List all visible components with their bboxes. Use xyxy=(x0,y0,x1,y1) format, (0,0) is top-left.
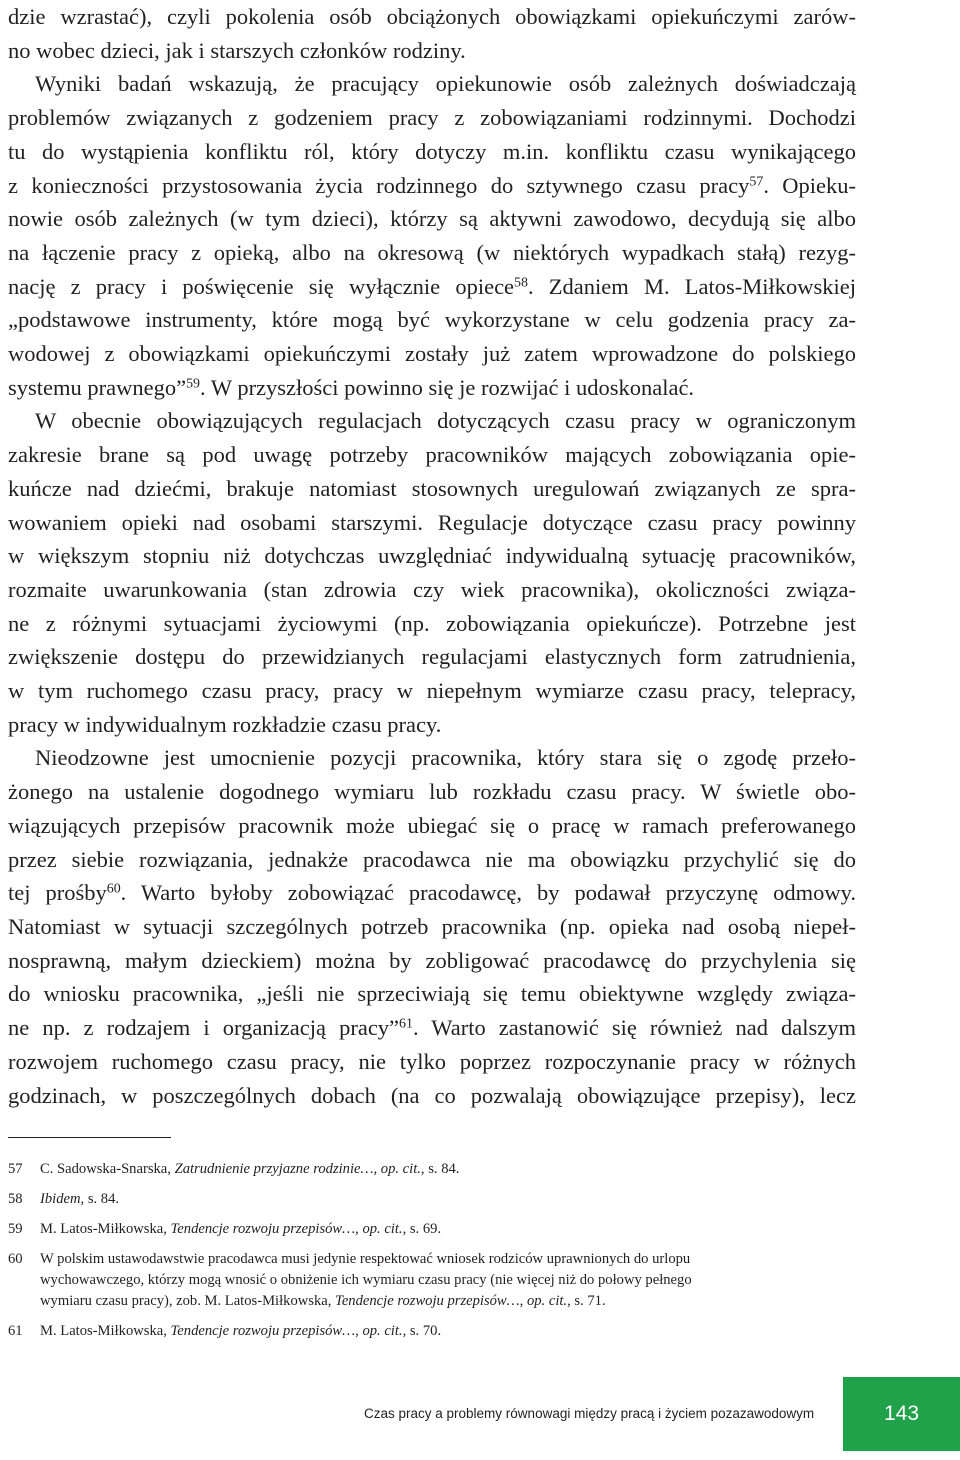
text-line xyxy=(8,1011,856,1045)
citation-abbrev: op. cit. xyxy=(526,1293,568,1310)
text-run: , xyxy=(373,1161,381,1177)
footnote-61 xyxy=(8,1321,828,1342)
footnote-divider xyxy=(8,1137,171,1138)
text-run: , xyxy=(519,1293,527,1310)
text-run: C. Sadowska-Snarska, xyxy=(40,1161,175,1177)
footnote-58 xyxy=(8,1189,828,1210)
text-run: wymiaru czasu pracy), zob. M. Latos-Miłkowska, xyxy=(40,1293,336,1310)
text-line: godzinach, w poszczególnych dobach (na co pozwalają obowiązujące przepisy), lecz xyxy=(8,1082,856,1108)
footnote-text xyxy=(40,1321,828,1342)
text-line: żonego na ustalenie dogodnego wymiaru lub rozkładu czasu pracy. W świetle obo- xyxy=(8,779,856,805)
book-title: Tendencje rozwoju przepisów… xyxy=(335,1293,520,1310)
text-run: , xyxy=(355,1221,363,1237)
footnote-text: wychowawczego, którzy mogą wnosić o obniżenie ich wymiaru czasu pracy (nie więcej niż do połowy pełnego xyxy=(40,1272,692,1289)
footnote-ref-57[interactable]: 57 xyxy=(749,173,764,189)
text-line xyxy=(8,169,856,203)
footnote-ref-59[interactable]: 59 xyxy=(186,376,201,392)
text-run: systemu prawnego” xyxy=(8,374,187,400)
text-line xyxy=(8,371,856,405)
text-line: wodowej z obowiązkami opiekuńczymi zostały już zatem wprowadzone do polskiego xyxy=(8,341,856,367)
footnotes xyxy=(8,1159,828,1351)
footnote-number: 57 xyxy=(8,1161,23,1177)
footnote-number: 60 xyxy=(8,1251,23,1267)
footnote-text xyxy=(40,1219,828,1240)
text-line: kuńcze nad dziećmi, brakuje natomiast stosownych uregulowań związanych ze spra- xyxy=(8,475,856,501)
text-line: ne z różnymi sytuacjami życiowymi (np. zobowiązania opiekuńcze). Potrzebne jest xyxy=(8,610,856,636)
text-run: nację z pracy i poświęcenie się wyłącznie opiece xyxy=(8,273,515,299)
footnote-number: 59 xyxy=(8,1221,23,1237)
footnote-57 xyxy=(8,1159,828,1180)
page-number-badge xyxy=(843,1377,960,1451)
paragraph-start: W obecnie obowiązujących regulacjach dotyczących czasu pracy w ograniczonym xyxy=(35,408,856,434)
book-title: Tendencje rozwoju przepisów… xyxy=(170,1323,356,1340)
text-run: z konieczności przystosowania życia rodzinnego do sztywnego czasu pracy xyxy=(8,172,750,198)
text-run: , s. 69. xyxy=(402,1221,442,1237)
footnote-number: 58 xyxy=(8,1191,23,1207)
text-line xyxy=(8,270,856,304)
text-run: . Warto zastanowić się również nad dalszym xyxy=(412,1015,857,1041)
text-line: na łączenie pracy z opieką, albo na okresową (w niektórych wypadkach stałą) rezyg- xyxy=(8,239,856,265)
text-run: , s. 84. xyxy=(80,1191,120,1207)
book-title: Zatrudnienie przyjazne rodzinie… xyxy=(174,1161,374,1177)
text-run: . W przyszłości powinno się je rozwijać i udoskonalać. xyxy=(200,374,695,400)
footnote-text xyxy=(40,1291,828,1312)
paragraph-start: Wyniki badań wskazują, że pracujący opiekunowie osób zależnych doświadczają xyxy=(35,71,856,97)
text-run: . Warto byłoby zobowiązać pracodawcę, by podawał przyczynę odmowy. xyxy=(120,880,856,906)
footnote-text: W polskim ustawodawstwie pracodawca musi jedynie respektować wniosek rodziców uprawnionych do urlopu xyxy=(40,1251,691,1267)
text-run: M. Latos-Miłkowska, xyxy=(40,1221,171,1237)
citation-abbrev: op. cit. xyxy=(362,1221,403,1237)
footnote-ref-58[interactable]: 58 xyxy=(514,274,528,290)
text-run: , s. 84. xyxy=(420,1161,460,1177)
text-line: wowaniem opieki nad osobami starszymi. Regulacje dotyczące czasu pracy powinny xyxy=(8,509,856,535)
text-run: M. Latos-Miłkowska, xyxy=(40,1323,171,1340)
citation-abbrev: op. cit. xyxy=(380,1161,421,1177)
footnote-60 xyxy=(8,1249,828,1313)
running-title: Czas pracy a problemy równowagi między pracą i życiem pozazawodowym xyxy=(364,1406,815,1421)
text-run: . Zdaniem M. Latos-Miłkowskiej xyxy=(527,273,856,299)
text-run: , xyxy=(355,1323,363,1340)
text-run: , s. 71. xyxy=(567,1293,606,1310)
footnote-text xyxy=(40,1159,828,1180)
text-line: nowie osób zależnych (w tym dzieci), którzy są aktywni zawodowo, decydują się albo xyxy=(8,206,856,232)
text-line: tu do wystąpienia konfliktu ról, który dotyczy m.in. konfliktu czasu wynikającego xyxy=(8,138,856,164)
text-line: wiązujących przepisów pracownik może ubiegać się o pracę w ramach preferowanego xyxy=(8,812,856,838)
text-line: do wniosku pracownika, „jeśli nie sprzeciwiają się temu obiektywne względy związa- xyxy=(8,981,856,1007)
footnote-59 xyxy=(8,1219,828,1240)
text-line: zakresie brane są pod uwagę potrzeby pracowników mających zobowiązania opie- xyxy=(8,442,856,468)
body-text xyxy=(8,0,856,1112)
text-line: w większym stopniu niż dotychczas uwzględniać indywidualną sytuację pracowników, xyxy=(8,543,856,569)
citation-abbrev: Ibidem xyxy=(40,1191,81,1207)
text-line: Natomiast w sytuacji szczególnych potrzeb pracownika (np. opieka nad osobą niepeł- xyxy=(8,913,856,939)
text-line xyxy=(8,876,856,910)
text-line: pracy w indywidualnym rozkładzie czasu pracy. xyxy=(8,711,442,737)
text-line: „podstawowe instrumenty, które mogą być wykorzystane w celu godzenia pracy za- xyxy=(8,307,856,333)
text-line: rozmaite uwarunkowania (stan zdrowia czy wiek pracownika), okoliczności związa- xyxy=(8,576,856,602)
text-line: problemów związanych z godzeniem pracy z zobowiązaniami rodzinnymi. Dochodzi xyxy=(8,105,856,131)
text-line: rozwojem ruchomego czasu pracy, nie tylko poprzez rozpoczynanie pracy w różnych xyxy=(8,1048,856,1074)
paragraph-start: Nieodzowne jest umocnienie pozycji pracownika, który stara się o zgodę przeło- xyxy=(35,745,856,771)
footnote-text xyxy=(40,1189,828,1210)
citation-abbrev: op. cit. xyxy=(362,1323,403,1340)
text-run: . Opieku- xyxy=(763,172,856,198)
text-line: zwiększenie dostępu do przewidzianych regulacjami elastycznych form zatrudnienia, xyxy=(8,644,856,670)
text-line: w tym ruchomego czasu pracy, pracy w niepełnym wymiarze czasu pracy, telepracy, xyxy=(8,678,856,704)
text-line: no wobec dzieci, jak i starszych członków rodziny. xyxy=(8,37,466,63)
footnote-number: 61 xyxy=(8,1323,23,1340)
text-run: ne np. z rodzajem i organizacją pracy” xyxy=(8,1015,400,1041)
text-run: , s. 70. xyxy=(402,1323,442,1340)
text-line: przez siebie rozwiązania, jednakże pracodawca nie ma obowiązku przychylić się do xyxy=(8,846,856,872)
text-run: tej prośby xyxy=(8,880,107,906)
text-line: nosprawną, małym dzieckiem) można by zobligować pracodawcę do przychylenia się xyxy=(8,947,856,973)
book-title: Tendencje rozwoju przepisów… xyxy=(170,1221,356,1237)
page-number: 143 xyxy=(883,1402,920,1425)
footnote-ref-60[interactable]: 60 xyxy=(106,881,121,897)
text-line: dzie wzrastać), czyli pokolenia osób obciążonych obowiązkami opiekuńczymi zarów- xyxy=(8,4,856,29)
footnote-ref-61[interactable]: 61 xyxy=(399,1016,413,1032)
